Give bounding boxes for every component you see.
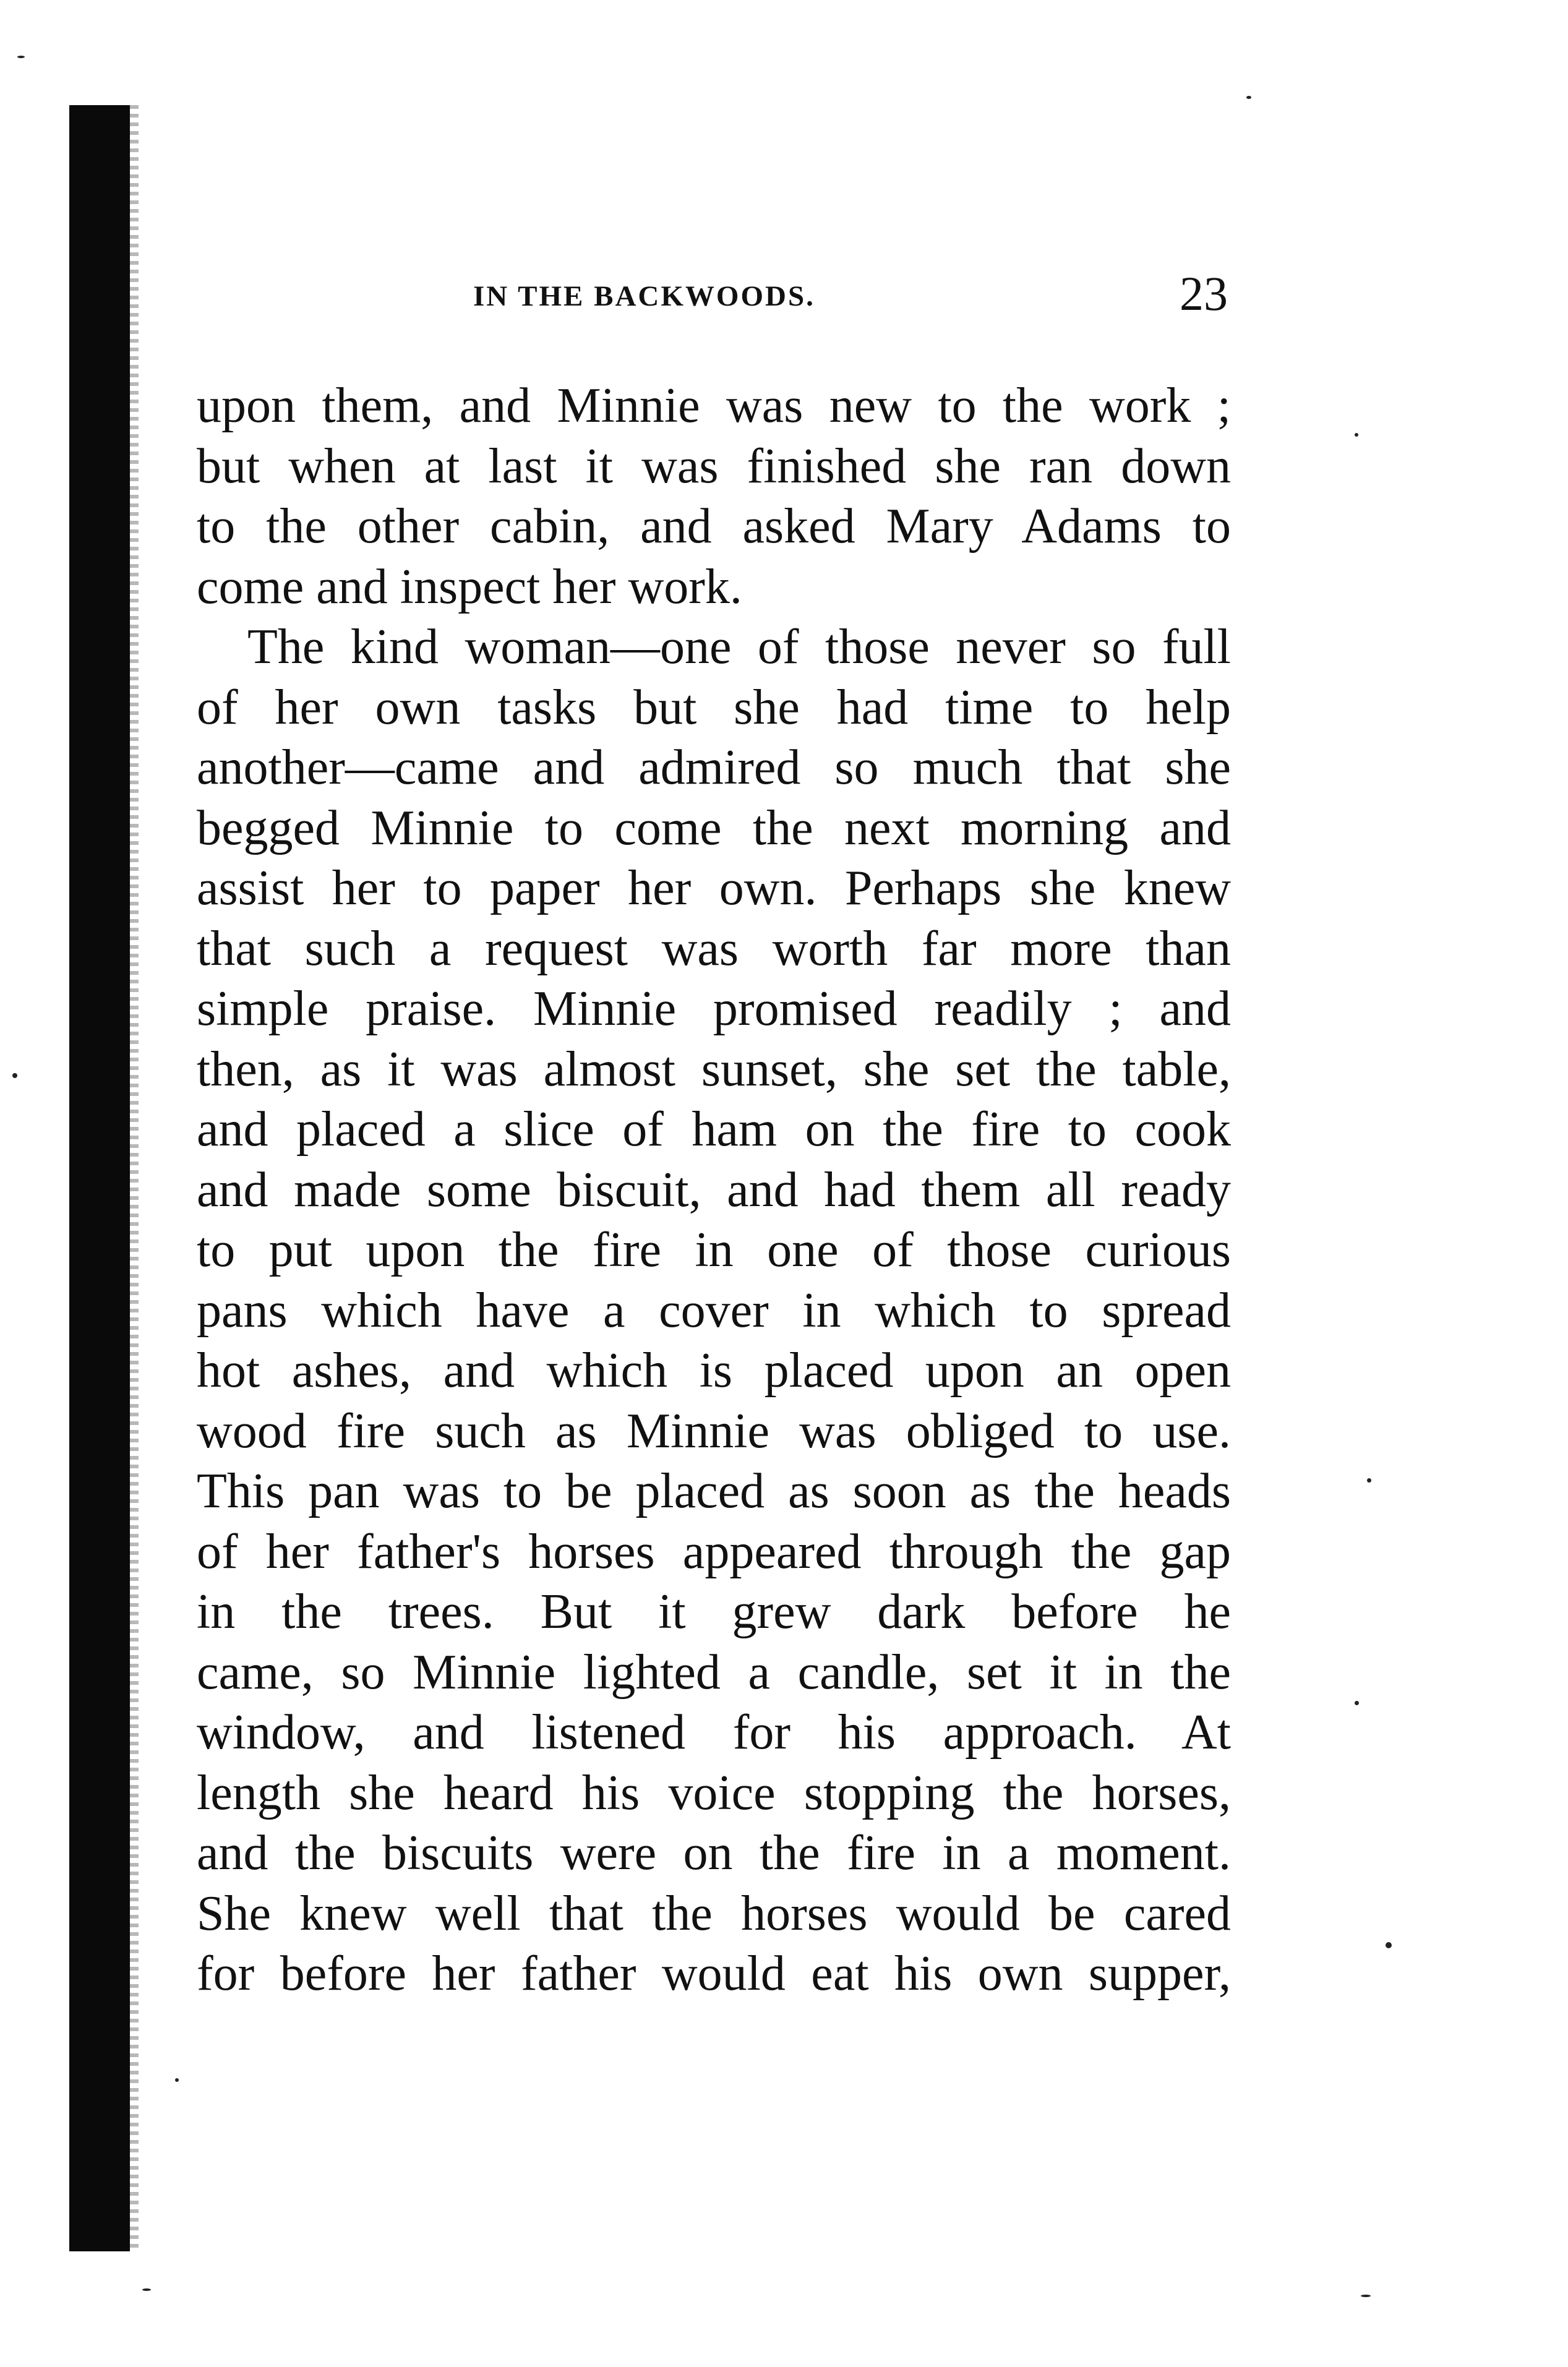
text-line: to put upon the fire in one of those curious	[197, 1223, 1231, 1277]
text-line: another—came and admired so much that she	[197, 740, 1231, 795]
text-line: then, as it was almost sunset, she set the table,	[197, 1042, 1231, 1097]
text-line: came, so Minnie lighted a candle, set it in the	[197, 1645, 1231, 1700]
text-line: of her own tasks but she had time to help	[197, 680, 1231, 735]
running-head	[198, 266, 1228, 322]
ink-speck	[1355, 433, 1358, 437]
text-line: simple praise. Minnie promised readily ; and	[197, 982, 1231, 1036]
ink-speck	[142, 2288, 151, 2291]
text-line: assist her to paper her own. Perhaps she knew	[197, 861, 1231, 915]
body-text	[197, 376, 1231, 2005]
text-line: and made some biscuit, and had them all ready	[197, 1162, 1231, 1217]
ink-speck	[1361, 2295, 1371, 2297]
text-line: wood fire such as Minnie was obliged to use.	[197, 1403, 1231, 1458]
text-line: of her father's horses appeared through the gap	[197, 1524, 1231, 1579]
ink-speck	[1355, 1701, 1359, 1705]
text-line: that such a request was worth far more than	[197, 921, 1231, 976]
text-line: begged Minnie to come the next morning and	[197, 800, 1231, 855]
binding-shadow	[69, 105, 130, 2251]
text-line: and the biscuits were on the fire in a moment.	[197, 1826, 1231, 1880]
ink-speck	[17, 56, 25, 58]
page-number: 23	[1180, 267, 1228, 320]
text-line: to the other cabin, and asked Mary Adams to	[197, 499, 1231, 554]
text-line: length she heard his voice stopping the horses,	[197, 1765, 1231, 1820]
text-line: This pan was to be placed as soon as the heads	[197, 1464, 1231, 1518]
ink-speck	[12, 1073, 17, 1078]
text-line: and placed a slice of ham on the fire to cook	[197, 1102, 1231, 1157]
ink-speck	[175, 2078, 179, 2082]
running-title: IN THE BACKWOODS.	[473, 280, 815, 312]
text-line: for before her father would eat his own supper,	[197, 1946, 1231, 2001]
ink-speck	[1386, 1942, 1392, 1948]
ink-speck	[1246, 96, 1251, 99]
text-line: hot ashes, and which is placed upon an open	[197, 1343, 1231, 1398]
text-line: but when at last it was finished she ran down	[197, 439, 1231, 494]
text-line: in the trees. But it grew dark before he	[197, 1585, 1231, 1639]
ink-speck	[1367, 1478, 1371, 1483]
text-line: pans which have a cover in which to spread	[197, 1283, 1231, 1338]
text-line: upon them, and Minnie was new to the work ;	[197, 379, 1231, 433]
text-line: She knew well that the horses would be cared	[197, 1886, 1231, 1941]
text-line: The kind woman—one of those never so full	[247, 620, 1231, 674]
text-line: come and inspect her work.	[197, 559, 742, 614]
text-line: window, and listened for his approach. At	[197, 1705, 1231, 1760]
